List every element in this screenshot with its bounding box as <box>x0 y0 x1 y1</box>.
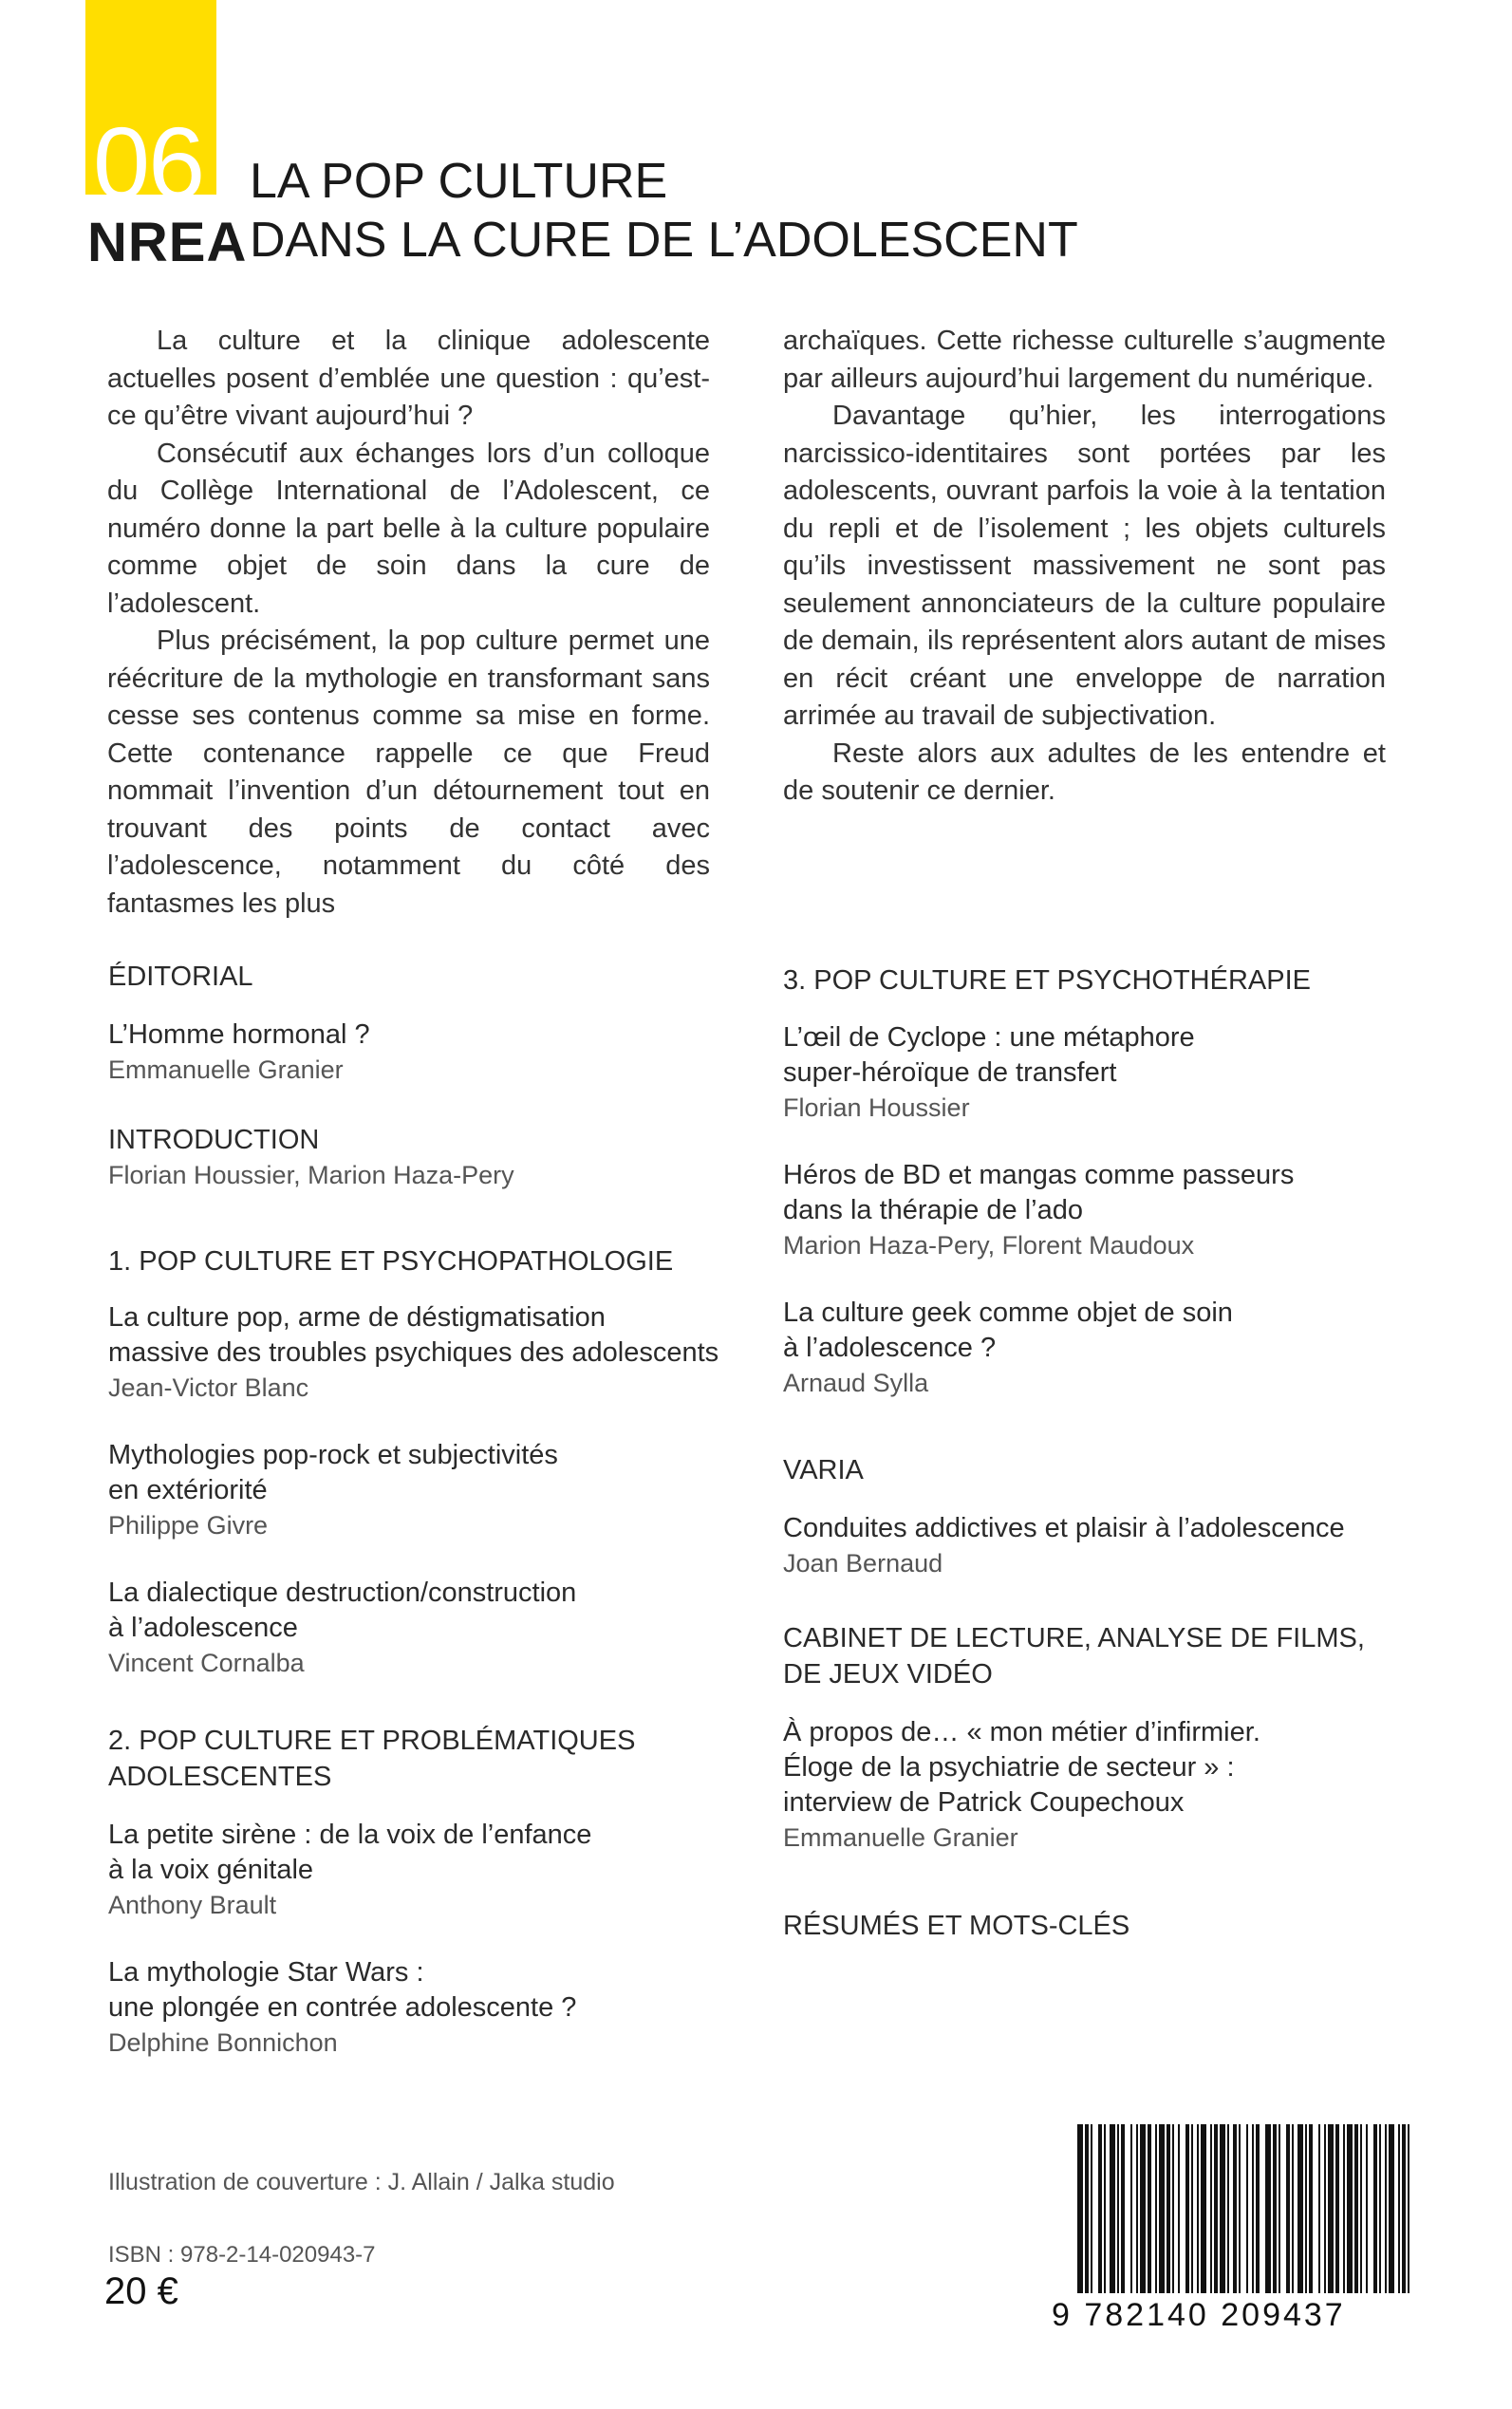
entry-title: à la voix génitale <box>108 1855 314 1885</box>
entry-author: Vincent Cornalba <box>108 1649 305 1677</box>
section-heading: CABINET DE LECTURE, ANALYSE DE FILMS, <box>783 1623 1365 1653</box>
entry-title: L’Homme hormonal ? <box>108 1019 370 1050</box>
entry-title: à l’adolescence ? <box>783 1333 997 1363</box>
toc-editorial <box>108 959 253 995</box>
toc-section <box>783 1452 864 1488</box>
entry-author: Emmanuelle Granier <box>108 1055 344 1084</box>
barcode-icon <box>1077 2124 1409 2293</box>
entry-author: Florian Houssier, Marion Haza-Pery <box>108 1161 514 1189</box>
entry-title: L’œil de Cyclope : une métaphore <box>783 1022 1195 1053</box>
toc-entry <box>108 1955 576 2060</box>
toc-section <box>783 1908 1129 1944</box>
entry-title: La mythologie Star Wars : <box>108 1957 424 1988</box>
section-heading: 2. POP CULTURE ET PROBLÉMATIQUES <box>108 1726 636 1756</box>
toc-entry <box>783 1020 1195 1125</box>
toc-section <box>108 1723 635 1795</box>
toc-section <box>783 962 1311 999</box>
entry-author: Emmanuelle Granier <box>783 1823 1018 1852</box>
intro-paragraph: Davantage qu’hier, les interrogations narcissico-identitaires sont portées par les adolescents, ouvrant parfois la voie à la tentation du repli et de l’isolement ; les objets culturels qu’ils investissent massivement ne sont pas seulement annonciateurs de la culture populaire de demain, ils représentent alors autant de mises en récit créant une enveloppe de narration arrimée au travail de subjectivation. <box>783 401 1386 731</box>
journal-brand: NREA <box>87 212 248 273</box>
intro-paragraph: Plus précisément, la pop culture permet une réécriture de la mythologie en transformant sans cesse ses contenus comme sa mise en forme. Cette contenance rappelle ce que Freud nommait l’invention d’un détournement tout en trouvant des points de contact avec l’adolescence, notamment du côté des fantasmes les plus <box>107 626 710 919</box>
issue-title <box>250 152 1078 270</box>
price: 20 € <box>104 2270 178 2312</box>
toc-entry <box>783 1158 1294 1262</box>
entry-title: en extériorité <box>108 1475 268 1505</box>
section-heading: ÉDITORIAL <box>108 962 253 992</box>
entry-title: À propos de… « mon métier d’infirmier. <box>783 1717 1260 1747</box>
intro-paragraph: Reste alors aux adultes de les entendre et de soutenir ce dernier. <box>783 738 1386 806</box>
issue-title-line-1: LA POP CULTURE <box>250 154 668 209</box>
entry-title: à l’adolescence <box>108 1613 298 1643</box>
entry-author: Marion Haza-Pery, Florent Maudoux <box>783 1231 1195 1260</box>
section-heading: INTRODUCTION <box>108 1125 320 1155</box>
toc-entry <box>108 1818 591 1922</box>
section-heading: ADOLESCENTES <box>108 1762 332 1792</box>
issue-number: 06 <box>93 105 204 220</box>
entry-author: Philippe Givre <box>108 1511 269 1540</box>
toc-entry <box>783 1715 1260 1855</box>
section-heading: RÉSUMÉS ET MOTS-CLÉS <box>783 1911 1130 1941</box>
section-heading: 3. POP CULTURE ET PSYCHOTHÉRAPIE <box>783 965 1311 996</box>
toc-section <box>783 1620 1365 1692</box>
barcode-digits: 9 782140 209437 <box>1052 2297 1346 2333</box>
entry-title: La dialectique destruction/construction <box>108 1578 577 1608</box>
entry-author: Arnaud Sylla <box>783 1369 929 1397</box>
toc-entry <box>108 1018 370 1087</box>
toc-entry <box>108 1300 719 1405</box>
toc-entry <box>783 1511 1345 1580</box>
entry-title: massive des troubles psychiques des adolescents <box>108 1337 719 1368</box>
entry-author: Joan Bernaud <box>783 1549 943 1578</box>
entry-title: La petite sirène : de la voix de l’enfance <box>108 1820 592 1850</box>
entry-title: dans la thérapie de l’ado <box>783 1195 1084 1225</box>
entry-title: Mythologies pop-rock et subjectivités <box>108 1440 558 1470</box>
toc-entry <box>108 1438 558 1542</box>
entry-title: La culture pop, arme de déstigmatisation <box>108 1302 606 1333</box>
entry-author: Delphine Bonnichon <box>108 2028 338 2057</box>
section-heading: 1. POP CULTURE ET PSYCHOPATHOLOGIE <box>108 1246 674 1277</box>
entry-title: interview de Patrick Coupechoux <box>783 1787 1185 1818</box>
intro-paragraph: Consécutif aux échanges lors d’un colloque du Collège International de l’Adolescent, ce numéro donne la part belle à la culture populaire comme objet de soin dans la cure de l’adolescent. <box>107 438 710 619</box>
section-heading: VARIA <box>783 1455 864 1485</box>
toc-entry <box>783 1296 1233 1400</box>
entry-author: Jean-Victor Blanc <box>108 1373 309 1402</box>
entry-title: super-héroïque de transfert <box>783 1057 1117 1088</box>
isbn: ISBN : 978-2-14-020943-7 <box>108 2242 376 2268</box>
intro-left-column <box>107 323 710 923</box>
intro-right-column <box>783 323 1386 811</box>
issue-title-line-2: DANS LA CURE DE L’ADOLESCENT <box>250 213 1078 268</box>
entry-title: La culture geek comme objet de soin <box>783 1298 1233 1328</box>
entry-author: Anthony Brault <box>108 1891 277 1919</box>
toc-entry <box>108 1122 514 1192</box>
entry-title: Éloge de la psychiatrie de secteur » : <box>783 1752 1235 1783</box>
entry-title: une plongée en contrée adolescente ? <box>108 1992 577 2023</box>
intro-paragraph-continued: archaïques. Cette richesse culturelle s’augmente par ailleurs aujourd’hui largement du numérique. <box>783 326 1386 394</box>
section-heading: DE JEUX VIDÉO <box>783 1659 993 1690</box>
intro-paragraph: La culture et la clinique adolescente actuelles posent d’emblée une question : qu’est-ce qu’être vivant aujourd’hui ? <box>107 326 710 431</box>
entry-title: Conduites addictives et plaisir à l’adolescence <box>783 1513 1345 1543</box>
toc-entry <box>108 1576 576 1680</box>
entry-title: Héros de BD et mangas comme passeurs <box>783 1160 1295 1190</box>
toc-section <box>108 1243 673 1279</box>
cover-credit: Illustration de couverture : J. Allain / Jalka studio <box>108 2169 615 2195</box>
entry-author: Florian Houssier <box>783 1093 970 1122</box>
